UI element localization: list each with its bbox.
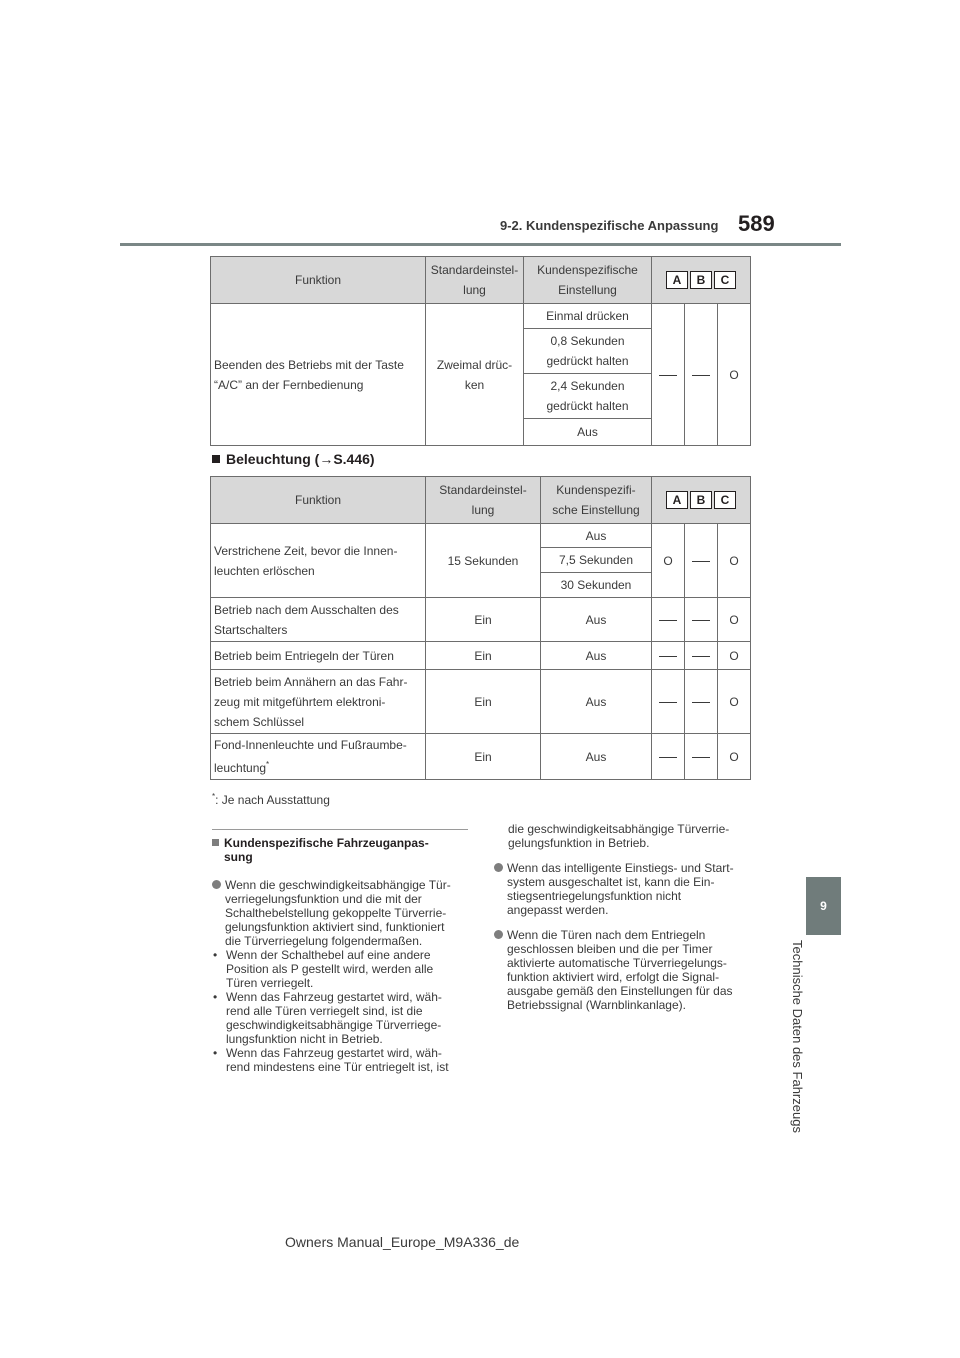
table-row xyxy=(211,524,751,548)
footer-doc-id: Owners Manual_Europe_M9A336_de xyxy=(285,1234,520,1250)
table-row xyxy=(211,304,751,329)
header-standard-line: lung xyxy=(463,283,486,297)
cell-b xyxy=(685,670,718,734)
note-line: Türen verriegelt. xyxy=(226,976,314,990)
cell-a xyxy=(652,304,685,446)
cell-option: 30 Sekunden xyxy=(541,573,652,598)
note-line: angepasst werden. xyxy=(507,903,609,917)
cell-standard: Ein xyxy=(426,642,541,670)
cell-line: gedrückt halten xyxy=(546,399,629,413)
header-custom xyxy=(541,477,652,524)
dash-mark xyxy=(692,620,710,621)
cell-a xyxy=(652,734,685,780)
label-a: A xyxy=(666,271,688,289)
notes-rule xyxy=(212,829,468,830)
header-rule xyxy=(120,243,841,246)
cell-c: O xyxy=(718,598,751,642)
cell-standard: Ein xyxy=(426,598,541,642)
cell-line xyxy=(214,755,425,778)
footnote xyxy=(212,792,330,807)
notes-heading-line: sung xyxy=(224,850,253,864)
header-custom-line: sche Einstellung xyxy=(552,503,640,517)
header-funktion: Funktion xyxy=(211,257,426,304)
cell-line: 0,8 Sekunden xyxy=(550,334,625,348)
cell-line-text: leuchtung xyxy=(214,761,267,775)
cell-option: 7,5 Sekunden xyxy=(541,548,652,573)
table-header-row xyxy=(211,257,751,304)
cell-b xyxy=(685,734,718,780)
cell-funktion xyxy=(211,734,426,780)
note-subitem xyxy=(212,990,472,1046)
cell-standard xyxy=(426,304,524,446)
label-a: A xyxy=(666,491,688,509)
dash-mark xyxy=(659,375,677,376)
note-line: Wenn die geschwindigkeitsabhängige Tür- xyxy=(225,878,451,892)
sub-bullet-marker: • xyxy=(213,948,218,962)
note-line: Wenn die Türen nach dem Entriegeln xyxy=(507,928,706,942)
cell-funktion xyxy=(211,598,426,642)
sub-bullet-marker: • xyxy=(213,990,218,1004)
note-line: lungsfunktion nicht in Betrieb. xyxy=(226,1032,383,1046)
notes-heading xyxy=(212,836,472,864)
cell-line: Startschalters xyxy=(214,622,288,637)
note-line: die Türverriegelung folgendermaßen. xyxy=(225,934,423,948)
cell-funktion: Betrieb beim Entriegeln der Türen xyxy=(211,642,426,670)
header-custom xyxy=(524,257,652,304)
footnote-mark: * xyxy=(212,792,216,801)
cell-line: Verstrichene Zeit, bevor die Innen- xyxy=(214,543,398,558)
note-line: gelungsfunktion aktiviert sind, funktioniert xyxy=(225,920,445,934)
cell-b xyxy=(685,598,718,642)
note-line: gelungsfunktion in Betrieb. xyxy=(508,836,650,850)
table-header-row xyxy=(211,477,751,524)
cell-line: Zweimal drüc- xyxy=(436,357,513,372)
chapter-tab: 9 xyxy=(806,877,841,935)
cell-option: Einmal drücken xyxy=(524,304,652,329)
dash-mark xyxy=(692,656,710,657)
cell-line: ken xyxy=(464,377,485,392)
header-custom-line: Kundenspezifische xyxy=(537,263,638,277)
note-subitem xyxy=(212,948,472,990)
cell-line: Betrieb nach dem Ausschalten des xyxy=(214,602,399,617)
header-standard-line: Standardeinstel- xyxy=(430,263,519,277)
section-heading xyxy=(212,451,375,467)
bullet-dot-icon xyxy=(494,930,503,939)
square-bullet-icon xyxy=(212,455,220,463)
note-line: rend alle Türen verriegelt sind, ist die xyxy=(226,1004,423,1018)
cell-standard: Ein xyxy=(426,734,541,780)
label-b: B xyxy=(690,491,712,509)
table-remote-ac xyxy=(210,256,751,446)
note-line: Wenn das Fahrzeug gestartet wird, wäh- xyxy=(226,1046,442,1060)
dash-mark xyxy=(659,620,677,621)
cell-c: O xyxy=(718,670,751,734)
bullet-dot-icon xyxy=(494,863,503,872)
header-custom-line: Einstellung xyxy=(558,283,617,297)
square-bullet-icon xyxy=(212,839,219,846)
cell-a xyxy=(652,670,685,734)
cell-line: Fond-Innenleuchte und Fußraumbe- xyxy=(214,738,407,752)
note-line: die geschwindigkeitsabhängige Türverrie- xyxy=(508,822,730,836)
label-b: B xyxy=(690,271,712,289)
table-row xyxy=(211,642,751,670)
note-line: aktivierte automatische Türverriegelungs- xyxy=(507,956,727,970)
note-line: stiegsentriegelungsfunktion nicht xyxy=(507,889,682,903)
cell-c: O xyxy=(718,304,751,446)
cell-line: Beenden des Betriebs mit der Taste xyxy=(214,357,404,372)
header-funktion: Funktion xyxy=(211,477,426,524)
note-line: geschwindigkeitsabhängige Türverriege- xyxy=(226,1018,442,1032)
chapter-title: Technische Daten des Fahrzeugs xyxy=(790,940,805,1133)
cell-a xyxy=(652,598,685,642)
dash-mark xyxy=(692,757,710,758)
note-line: Position als P gestellt wird, werden alle xyxy=(226,962,434,976)
dash-mark xyxy=(659,757,677,758)
cell-funktion xyxy=(211,304,426,446)
cell-option: Aus xyxy=(541,734,652,780)
cell-line: “A/C” an der Fernbedienung xyxy=(214,377,364,392)
note-line: rend mindestens eine Tür entriegelt ist, ist xyxy=(226,1060,449,1074)
dash-mark xyxy=(692,375,710,376)
header-labels xyxy=(652,477,751,524)
note-line: ausgabe gemäß den Einstellungen für das xyxy=(507,984,733,998)
note-line: system ausgeschaltet ist, kann die Ein- xyxy=(507,875,715,889)
header-standard xyxy=(426,477,541,524)
cell-option: Aus xyxy=(524,419,652,446)
dash-mark xyxy=(659,656,677,657)
sub-bullet-marker: • xyxy=(213,1046,218,1060)
note-subitem xyxy=(212,1046,472,1074)
cell-line: gedrückt halten xyxy=(546,354,629,368)
cell-option: Aus xyxy=(541,524,652,548)
cell-option xyxy=(524,374,652,419)
header-standard xyxy=(426,257,524,304)
cell-line: leuchten erlöschen xyxy=(214,563,315,578)
cell-line: schem Schlüssel xyxy=(214,714,305,729)
cell-option: Aus xyxy=(541,598,652,642)
dash-mark xyxy=(659,702,677,703)
cell-funktion xyxy=(211,524,426,598)
cell-funktion xyxy=(211,670,426,734)
section-heading-text: Beleuchtung (→S.446) xyxy=(226,451,375,467)
label-c: C xyxy=(714,491,736,509)
dash-mark xyxy=(692,561,710,562)
note-line: geschlossen bleiben und die per Timer xyxy=(507,942,713,956)
cell-option: Aus xyxy=(541,670,652,734)
table-row xyxy=(211,734,751,780)
table-row xyxy=(211,598,751,642)
cell-b xyxy=(685,304,718,446)
cell-option xyxy=(524,329,652,374)
note-bullet xyxy=(212,878,472,948)
note-line: Schalthebelstellung gekoppelte Türverrie- xyxy=(225,906,447,920)
table-row xyxy=(211,670,751,734)
note-line: Betriebssignal (Warnblinkanlage). xyxy=(507,998,686,1012)
cell-c: O xyxy=(718,642,751,670)
note-bullet xyxy=(494,928,756,1012)
note-line: funktion aktiviert wird, erfolgt die Signal- xyxy=(507,970,720,984)
cell-standard: Ein xyxy=(426,670,541,734)
cell-a: O xyxy=(652,524,685,598)
header-labels xyxy=(652,257,751,304)
cell-option: Aus xyxy=(541,642,652,670)
cell-line: 2,4 Sekunden xyxy=(550,379,625,393)
section-title: 9-2. Kundenspezifische Anpassung xyxy=(500,218,719,233)
header-standard-line: Standardeinstel- xyxy=(439,483,527,497)
header-custom-line: Kundenspezifi- xyxy=(556,483,636,497)
table-lighting xyxy=(210,476,751,780)
note-line: Wenn das intelligente Einstiegs- und Start- xyxy=(507,861,734,875)
cell-standard: 15 Sekunden xyxy=(426,524,541,598)
cell-line: zeug mit mitgeführtem elektroni- xyxy=(214,694,386,709)
cell-a xyxy=(652,642,685,670)
notes-right-column xyxy=(494,822,756,1012)
header-standard-line: lung xyxy=(471,503,495,517)
cell-c: O xyxy=(718,524,751,598)
cell-line: Betrieb beim Annähern an das Fahr- xyxy=(214,674,408,689)
note-continuation xyxy=(494,822,756,850)
cell-b xyxy=(685,642,718,670)
bullet-dot-icon xyxy=(212,880,221,889)
cell-c: O xyxy=(718,734,751,780)
footnote-mark: * xyxy=(266,760,270,769)
page-number: 589 xyxy=(738,211,775,236)
label-c: C xyxy=(714,271,736,289)
note-line: Wenn das Fahrzeug gestartet wird, wäh- xyxy=(226,990,442,1004)
dash-mark xyxy=(692,702,710,703)
note-line: verriegelungsfunktion und die mit der xyxy=(225,892,422,906)
note-line: Wenn der Schalthebel auf eine andere xyxy=(226,948,431,962)
notes-heading-line: Kundenspezifische Fahrzeuganpas- xyxy=(224,836,429,850)
notes-left-column xyxy=(212,836,472,1074)
footnote-text: : Je nach Ausstattung xyxy=(215,793,330,807)
note-bullet xyxy=(494,861,756,917)
cell-b xyxy=(685,524,718,598)
